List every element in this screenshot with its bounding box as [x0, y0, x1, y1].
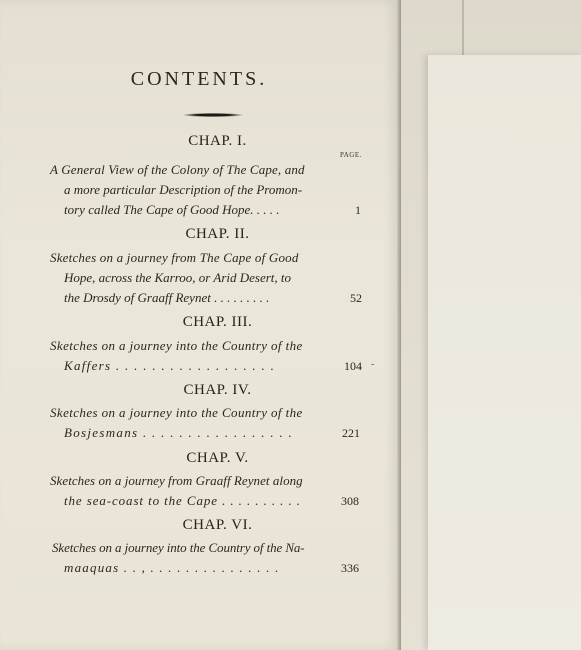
page-number: 221: [342, 426, 360, 440]
chapter-title-line: Sketches on a journey from The Cape of Good: [50, 250, 299, 265]
chapter-title-line: maaquas . . , . . . . . . . . . . . . . . .: [64, 560, 280, 575]
title-ornament-rule: [182, 113, 244, 117]
chapter-heading: CHAP. V.: [186, 450, 249, 466]
chapter-heading: CHAP. VI.: [182, 517, 253, 533]
facing-page-blank: [428, 55, 581, 650]
chapter-title-line: Sketches on a journey into the Country of the: [50, 405, 303, 420]
chapter-title-line: Bosjesmans . . . . . . . . . . . . . . . . .: [64, 425, 294, 440]
page-number: 308: [341, 494, 359, 508]
page-number: 52: [350, 291, 362, 305]
chapter-title-line: tory called The Cape of Good Hope. . . . .: [64, 202, 280, 217]
chapter-title-line: Sketches on a journey into the Country of the: [50, 338, 303, 353]
chapter-title-line: Hope, across the Karroo, or Arid Desert, to: [64, 270, 292, 285]
chapter-title-line: Kaffers . . . . . . . . . . . . . . . . . .: [64, 358, 276, 373]
chapter-title-line: A General View of the Colony of The Cape, and: [50, 162, 305, 177]
chapter-heading: CHAP. II.: [185, 226, 250, 242]
chapter-title-line: Sketches on a journey into the Country of the Na-: [52, 540, 305, 555]
chapter-title-line: the sea-coast to the Cape . . . . . . . . . .: [64, 493, 301, 508]
contents-title: CONTENTS.: [130, 68, 268, 90]
page-number: 336: [341, 561, 359, 575]
chapter-heading: CHAP. III.: [182, 314, 253, 330]
stray-mark: -: [371, 359, 375, 370]
page-crease: [462, 0, 464, 55]
chapter-heading: CHAP. I.: [188, 133, 247, 149]
chapter-title-line: a more particular Description of the Promon-: [64, 182, 303, 197]
chapter-title-line: Sketches on a journey from Graaff Reynet along: [50, 473, 303, 488]
page-number: 1: [355, 203, 361, 217]
chapter-title-line: the Drosdy of Graaff Reynet . . . . . . . . .: [64, 290, 270, 305]
chapter-heading: CHAP. IV.: [183, 382, 252, 398]
page-number: 104: [344, 359, 362, 373]
page-column-header: PAGE.: [340, 151, 362, 159]
